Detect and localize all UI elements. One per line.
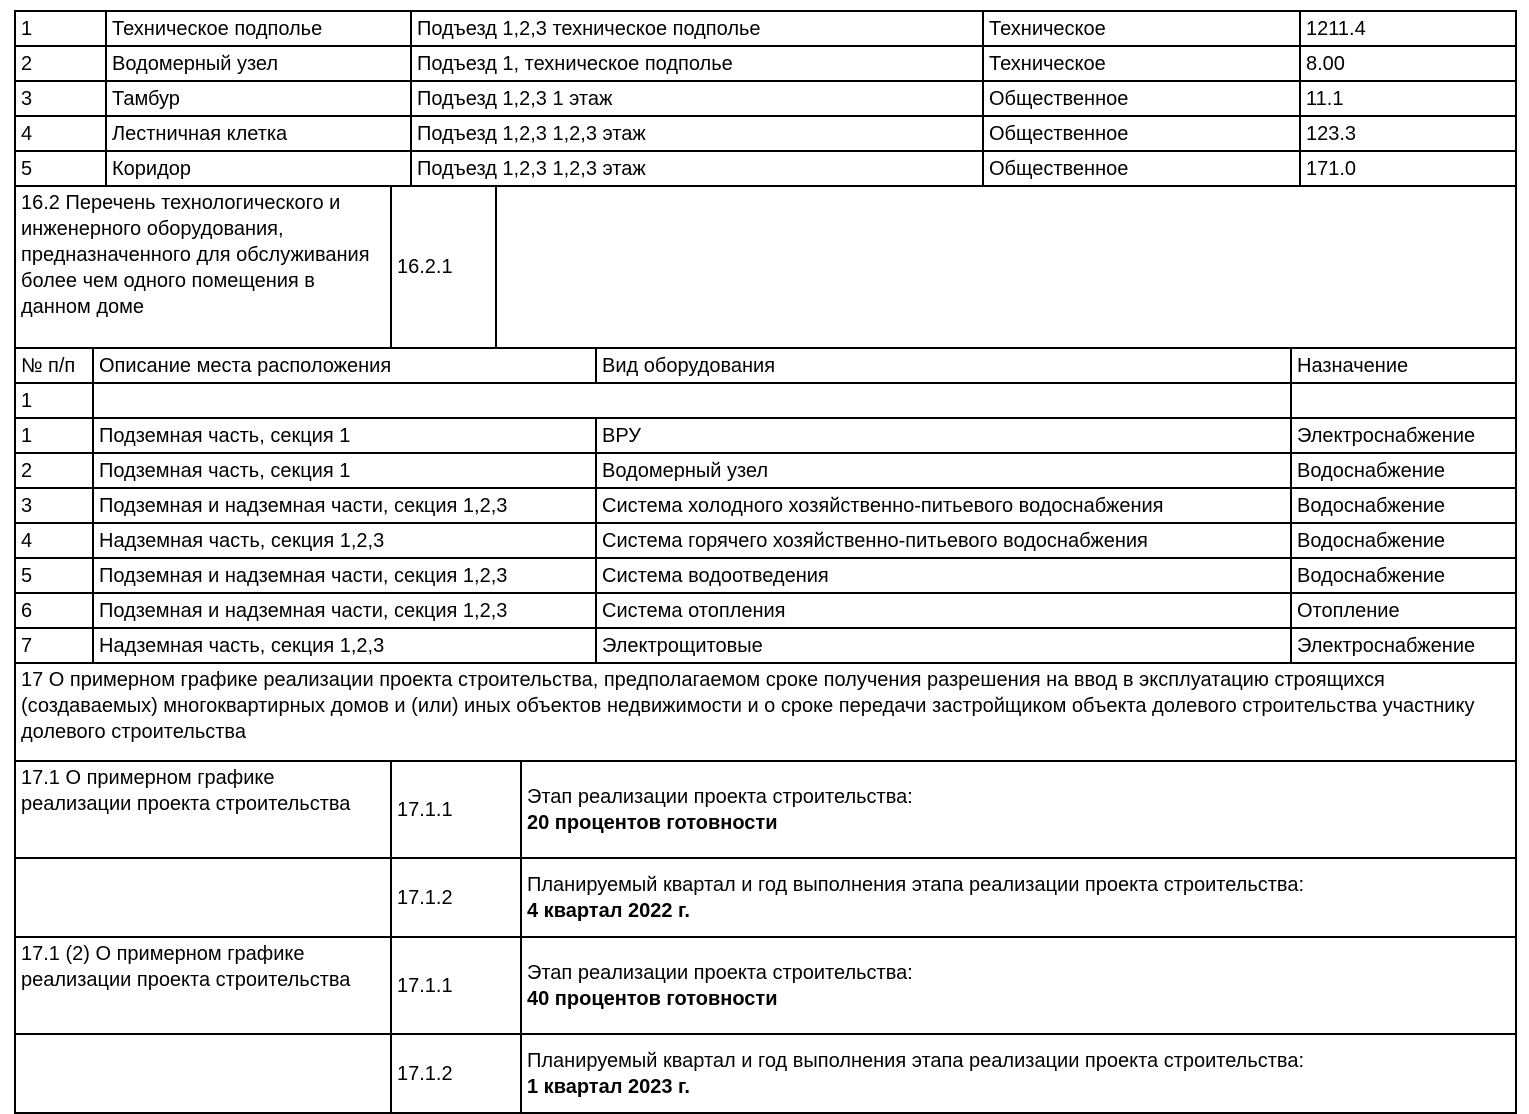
section-17-row: [15, 663, 1516, 761]
schedule-code: 17.1.2: [391, 858, 521, 937]
premises-row: [15, 46, 1516, 81]
premises-row: [15, 81, 1516, 116]
equipment-kind: Система водоотведения: [596, 558, 1291, 593]
premises-row-number: 3: [15, 81, 106, 116]
schedule-row: [15, 858, 1516, 937]
premises-area: 123.3: [1300, 116, 1516, 151]
premises-row: [15, 116, 1516, 151]
section-17-text: 17 О примерном графике реализации проекта строительства, предполагаемом сроке получения разрешения на ввод в эксплуатацию строящихся (создаваемых) многоквартирных домов и (или) иных объектов недвижимости и о сроке передачи застройщиком объекта долевого строительства участнику долевого строительства: [15, 663, 1516, 761]
equipment-row: [15, 628, 1516, 663]
premises-row-number: 2: [15, 46, 106, 81]
schedule-value: 4 квартал 2022 г.: [527, 899, 690, 922]
equipment-row: [15, 488, 1516, 523]
schedule-value-caption: Планируемый квартал и год выполнения этапа реализации проекта строительства:: [527, 873, 1305, 896]
equipment-row: [15, 523, 1516, 558]
premises-location: Подъезд 1,2,3 1,2,3 этаж: [411, 116, 983, 151]
equipment-location: Надземная часть, секция 1,2,3: [93, 523, 596, 558]
premises-name: Водомерный узел: [106, 46, 411, 81]
equipment-row-number: 3: [15, 488, 93, 523]
schedule-value: 20 процентов готовности: [527, 811, 778, 834]
schedule-row: [15, 937, 1516, 1034]
premises-type: Общественное: [983, 116, 1300, 151]
premises-location: Подъезд 1,2,3 1 этаж: [411, 81, 983, 116]
equipment-kind: Система холодного хозяйственно-питьевого водоснабжения: [596, 488, 1291, 523]
equipment-kind: Водомерный узел: [596, 453, 1291, 488]
schedule-value-cell: [521, 858, 1516, 937]
section-16-2-value: [496, 186, 1516, 348]
equipment-location: Подземная и надземная части, секция 1,2,3: [93, 593, 596, 628]
equipment-purpose: Водоснабжение: [1291, 523, 1516, 558]
premises-location: Подъезд 1,2,3 1,2,3 этаж: [411, 151, 983, 186]
premises-area: 8.00: [1300, 46, 1516, 81]
equipment-header-location: Описание места расположения: [93, 348, 596, 383]
premises-area: 171.0: [1300, 151, 1516, 186]
equipment-group-purpose: [1291, 383, 1516, 418]
equipment-header-equipment: Вид оборудования: [596, 348, 1291, 383]
section-17-block: [14, 662, 1517, 762]
equipment-location: Подземная часть, секция 1: [93, 453, 596, 488]
declaration-document: [14, 10, 1515, 1114]
premises-type: Техническое: [983, 11, 1300, 46]
equipment-kind: ВРУ: [596, 418, 1291, 453]
equipment-row: [15, 453, 1516, 488]
equipment-table: [14, 347, 1517, 664]
schedule-label: [15, 1034, 391, 1113]
schedule-value-caption: Этап реализации проекта строительства:: [527, 785, 913, 808]
premises-row-number: 5: [15, 151, 106, 186]
schedule-label: 17.1 О примерном графике реализации проекта строительства: [15, 761, 391, 858]
schedule-value-cell: [521, 1034, 1516, 1113]
schedule-value: 1 квартал 2023 г.: [527, 1075, 690, 1098]
premises-row-number: 1: [15, 11, 106, 46]
schedule-code: 17.1.1: [391, 937, 521, 1034]
schedule-value-cell: [521, 937, 1516, 1034]
equipment-header-row: [15, 348, 1516, 383]
equipment-row-number: 1: [15, 418, 93, 453]
equipment-purpose: Водоснабжение: [1291, 453, 1516, 488]
equipment-row-number: 4: [15, 523, 93, 558]
premises-row-number: 4: [15, 116, 106, 151]
equipment-purpose: Водоснабжение: [1291, 558, 1516, 593]
equipment-location: Подземная и надземная части, секция 1,2,3: [93, 558, 596, 593]
premises-table: [14, 10, 1517, 187]
premises-name: Лестничная клетка: [106, 116, 411, 151]
premises-name: Техническое подполье: [106, 11, 411, 46]
schedule-table: [14, 760, 1517, 1114]
section-16-2-row: [15, 186, 1516, 348]
equipment-location: Надземная часть, секция 1,2,3: [93, 628, 596, 663]
premises-row: [15, 11, 1516, 46]
premises-type: Общественное: [983, 81, 1300, 116]
schedule-value-caption: Этап реализации проекта строительства:: [527, 961, 913, 984]
section-16-2-label: 16.2 Перечень технологического и инженерного оборудования, предназначенного для обслуживания более чем одного помещения в данном доме: [15, 186, 391, 348]
equipment-group-merged-cell: [93, 383, 1291, 418]
premises-name: Коридор: [106, 151, 411, 186]
schedule-row: [15, 761, 1516, 858]
premises-name: Тамбур: [106, 81, 411, 116]
equipment-row: [15, 593, 1516, 628]
premises-type: Техническое: [983, 46, 1300, 81]
equipment-row: [15, 418, 1516, 453]
equipment-purpose: Отопление: [1291, 593, 1516, 628]
equipment-kind: Электрощитовые: [596, 628, 1291, 663]
schedule-row: [15, 1034, 1516, 1113]
equipment-row-number: 6: [15, 593, 93, 628]
premises-location: Подъезд 1,2,3 техническое подполье: [411, 11, 983, 46]
equipment-row: [15, 558, 1516, 593]
equipment-group-number: 1: [15, 383, 93, 418]
equipment-header-purpose: Назначение: [1291, 348, 1516, 383]
equipment-row-number: 2: [15, 453, 93, 488]
premises-row: [15, 151, 1516, 186]
schedule-label: 17.1 (2) О примерном графике реализации проекта строительства: [15, 937, 391, 1034]
schedule-code: 17.1.2: [391, 1034, 521, 1113]
equipment-header-num: № п/п: [15, 348, 93, 383]
premises-location: Подъезд 1, техническое подполье: [411, 46, 983, 81]
equipment-kind: Система отопления: [596, 593, 1291, 628]
schedule-value: 40 процентов готовности: [527, 987, 778, 1010]
equipment-row-number: 7: [15, 628, 93, 663]
equipment-purpose: Электроснабжение: [1291, 418, 1516, 453]
schedule-value-caption: Планируемый квартал и год выполнения этапа реализации проекта строительства:: [527, 1049, 1305, 1072]
equipment-purpose: Электроснабжение: [1291, 628, 1516, 663]
equipment-location: Подземная часть, секция 1: [93, 418, 596, 453]
equipment-location: Подземная и надземная части, секция 1,2,3: [93, 488, 596, 523]
equipment-kind: Система горячего хозяйственно-питьевого водоснабжения: [596, 523, 1291, 558]
section-16-2-block: [14, 185, 1517, 349]
schedule-value-cell: [521, 761, 1516, 858]
premises-area: 1211.4: [1300, 11, 1516, 46]
equipment-row-number: 5: [15, 558, 93, 593]
equipment-purpose: Водоснабжение: [1291, 488, 1516, 523]
schedule-code: 17.1.1: [391, 761, 521, 858]
premises-area: 11.1: [1300, 81, 1516, 116]
equipment-group-row: [15, 383, 1516, 418]
schedule-label: [15, 858, 391, 937]
section-16-2-code: 16.2.1: [391, 186, 496, 348]
premises-type: Общественное: [983, 151, 1300, 186]
